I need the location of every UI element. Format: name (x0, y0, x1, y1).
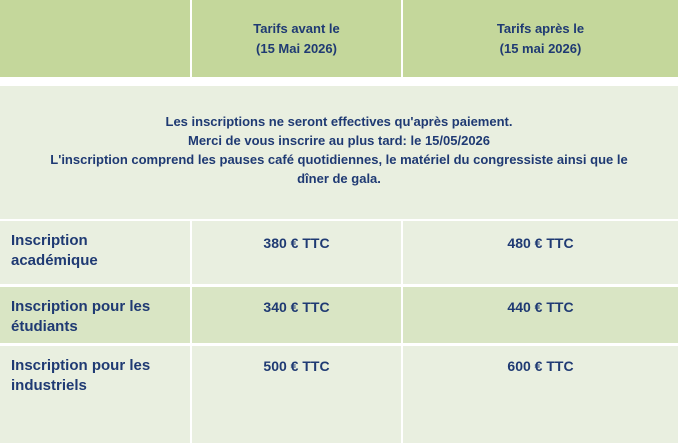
row-academic-after-price: 480 € TTC (403, 221, 678, 284)
row-students-label: Inscription pour les étudiants (0, 287, 190, 343)
row-industry-label: Inscription pour les industriels (0, 346, 190, 443)
header-after-title: Tarifs après le (496, 20, 585, 36)
header-after-date: (15 mai 2026) (499, 40, 582, 56)
notice-line-includes: L'inscription comprend les pauses café quotidiennes, le matériel du congressiste ainsi que le (50, 152, 628, 167)
header-before-title: Tarifs avant le (253, 20, 340, 36)
row-students-before-price: 340 € TTC (192, 287, 401, 343)
row-industry-before-price: 500 € TTC (192, 346, 401, 443)
notice-line-gala: dîner de gala. (297, 171, 381, 186)
header-before-date: (15 Mai 2026) (256, 40, 337, 56)
header-before-cell (192, 0, 401, 77)
notice-cell (0, 86, 678, 219)
row-students-after-price: 440 € TTC (403, 287, 678, 343)
row-academic-label: Inscription académique (0, 221, 190, 284)
header-empty-cell (0, 0, 190, 77)
row-academic-before-price: 380 € TTC (192, 221, 401, 284)
notice-line-deadline: Merci de vous inscrire au plus tard: le 15/05/2026 (187, 133, 491, 148)
notice-line-payment: Les inscriptions ne seront effectives qu'après paiement. (165, 114, 513, 129)
row-industry-after-price: 600 € TTC (403, 346, 678, 443)
header-after-cell (403, 0, 678, 77)
